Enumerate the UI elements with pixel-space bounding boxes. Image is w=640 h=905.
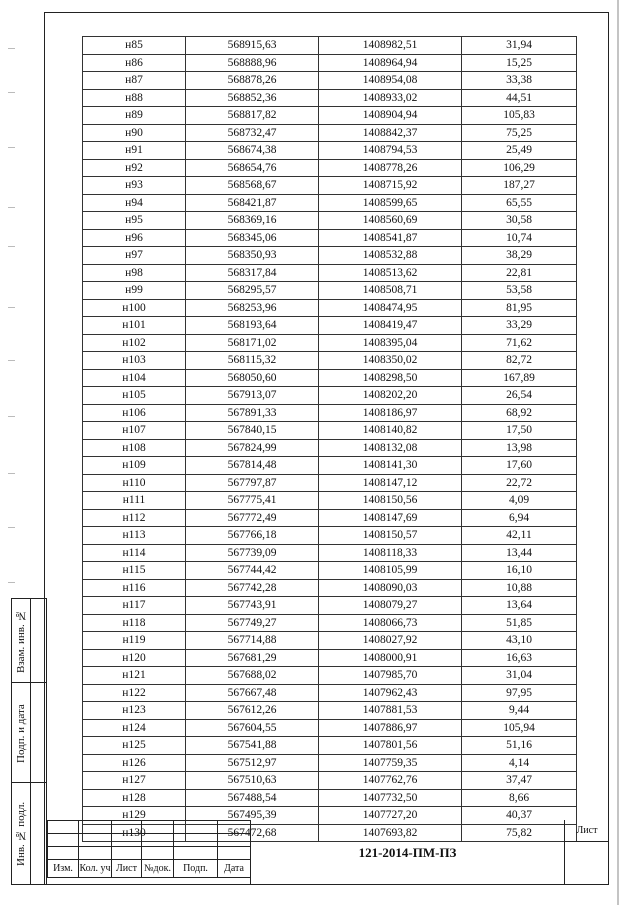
table-row [83,212,577,230]
x-coordinate-cell: 568674,38 [186,142,319,160]
table-row [83,194,577,212]
x-coordinate-cell: 567891,33 [186,404,319,422]
length-cell: 33,38 [462,72,577,90]
table-row [83,544,577,562]
x-coordinate-cell: 568345,06 [186,229,319,247]
sheet-box [565,820,609,885]
x-coordinate-cell: 567772,49 [186,509,319,527]
x-coordinate-cell: 568253,96 [186,299,319,317]
point-id-cell: н85 [83,37,186,55]
stamp-signature-label: Подп. [174,860,218,878]
table-row [83,719,577,737]
length-cell: 37,47 [462,772,577,790]
y-coordinate-cell: 1408027,92 [319,632,462,650]
y-coordinate-cell: 1407693,82 [319,824,462,842]
y-coordinate-cell: 1408147,69 [319,509,462,527]
point-id-cell: н98 [83,264,186,282]
document-code: 121-2014-ПМ-ПЗ [250,820,565,885]
title-stamp [47,820,609,885]
length-cell: 40,37 [462,807,577,825]
point-id-cell: н124 [83,719,186,737]
original-inventory-label: Инв. № подл. [15,801,27,867]
x-coordinate-cell: 568568,67 [186,177,319,195]
table-row [83,54,577,72]
table-row [83,492,577,510]
point-id-cell: н128 [83,789,186,807]
length-cell: 15,25 [462,54,577,72]
table-row [83,649,577,667]
point-id-cell: н112 [83,509,186,527]
y-coordinate-cell: 1408474,95 [319,299,462,317]
y-coordinate-cell: 1408147,12 [319,474,462,492]
x-coordinate-cell: 567744,42 [186,562,319,580]
point-id-cell: н111 [83,492,186,510]
x-coordinate-cell: 567495,39 [186,807,319,825]
x-coordinate-cell: 567797,87 [186,474,319,492]
y-coordinate-cell: 1408132,08 [319,439,462,457]
table-row [83,334,577,352]
table-row [83,229,577,247]
point-id-cell: н101 [83,317,186,335]
x-coordinate-cell: 567742,28 [186,579,319,597]
x-coordinate-cell: 567714,88 [186,632,319,650]
point-id-cell: н97 [83,247,186,265]
length-cell: 31,04 [462,667,577,685]
revision-grid [47,820,251,878]
length-cell: 106,29 [462,159,577,177]
length-cell: 187,27 [462,177,577,195]
length-cell: 31,94 [462,37,577,55]
table-row [83,579,577,597]
y-coordinate-cell: 1408954,08 [319,72,462,90]
stamp-count-label: Кол. уч [79,860,112,878]
point-id-cell: н120 [83,649,186,667]
x-coordinate-cell: 568193,64 [186,317,319,335]
point-id-cell: н94 [83,194,186,212]
table-row [83,369,577,387]
x-coordinate-cell: 567512,97 [186,754,319,772]
x-coordinate-cell: 568915,63 [186,37,319,55]
point-id-cell: н107 [83,422,186,440]
length-cell: 167,89 [462,369,577,387]
x-coordinate-cell: 568295,57 [186,282,319,300]
table-row [83,754,577,772]
coordinates-table-body [83,37,577,842]
point-id-cell: н86 [83,54,186,72]
length-cell: 75,82 [462,824,577,842]
table-row [83,107,577,125]
length-cell: 26,54 [462,387,577,405]
x-coordinate-cell: 568878,26 [186,72,319,90]
table-row [83,614,577,632]
y-coordinate-cell: 1408508,71 [319,282,462,300]
y-coordinate-cell: 1408350,02 [319,352,462,370]
table-row [83,597,577,615]
replacement-inventory-label: Взам. инв. № [15,609,27,673]
table-row [83,317,577,335]
table-row [83,299,577,317]
length-cell: 4,09 [462,492,577,510]
x-coordinate-cell: 567604,55 [186,719,319,737]
y-coordinate-cell: 1407962,43 [319,684,462,702]
point-id-cell: н122 [83,684,186,702]
point-id-cell: н99 [83,282,186,300]
table-row [83,159,577,177]
point-id-cell: н93 [83,177,186,195]
point-id-cell: н113 [83,527,186,545]
x-coordinate-cell: 567739,09 [186,544,319,562]
table-row [83,474,577,492]
length-cell: 68,92 [462,404,577,422]
y-coordinate-cell: 1408933,02 [319,89,462,107]
length-cell: 30,58 [462,212,577,230]
point-id-cell: н90 [83,124,186,142]
y-coordinate-cell: 1407886,97 [319,719,462,737]
y-coordinate-cell: 1408778,26 [319,159,462,177]
length-cell: 33,29 [462,317,577,335]
point-id-cell: н103 [83,352,186,370]
x-coordinate-cell: 567824,99 [186,439,319,457]
table-row [83,457,577,475]
point-id-cell: н130 [83,824,186,842]
y-coordinate-cell: 1408140,82 [319,422,462,440]
table-row [83,177,577,195]
length-cell: 13,98 [462,439,577,457]
coordinates-table [82,36,577,842]
length-cell: 16,63 [462,649,577,667]
table-row [83,772,577,790]
length-cell: 10,74 [462,229,577,247]
point-id-cell: н95 [83,212,186,230]
length-cell: 13,64 [462,597,577,615]
y-coordinate-cell: 1408560,69 [319,212,462,230]
table-row [83,737,577,755]
table-row [83,439,577,457]
length-cell: 44,51 [462,89,577,107]
y-coordinate-cell: 1408715,92 [319,177,462,195]
x-coordinate-cell: 567541,88 [186,737,319,755]
length-cell: 81,95 [462,299,577,317]
length-cell: 8,66 [462,789,577,807]
table-row [83,89,577,107]
point-id-cell: н105 [83,387,186,405]
table-row [83,527,577,545]
table-row [83,282,577,300]
length-cell: 38,29 [462,247,577,265]
y-coordinate-cell: 1408298,50 [319,369,462,387]
length-cell: 53,58 [462,282,577,300]
length-cell: 51,16 [462,737,577,755]
y-coordinate-cell: 1408904,94 [319,107,462,125]
point-id-cell: н117 [83,597,186,615]
x-coordinate-cell: 567510,63 [186,772,319,790]
stamp-date-label: Дата [218,860,251,878]
length-cell: 22,72 [462,474,577,492]
point-id-cell: н125 [83,737,186,755]
y-coordinate-cell: 1407881,53 [319,702,462,720]
stamp-doc-number-label: №док. [142,860,174,878]
table-row [83,702,577,720]
length-cell: 10,88 [462,579,577,597]
table-row [83,352,577,370]
table-row [83,789,577,807]
x-coordinate-cell: 568654,76 [186,159,319,177]
table-row [83,404,577,422]
point-id-cell: н110 [83,474,186,492]
point-id-cell: н109 [83,457,186,475]
y-coordinate-cell: 1408964,94 [319,54,462,72]
y-coordinate-cell: 1408541,87 [319,229,462,247]
x-coordinate-cell: 568817,82 [186,107,319,125]
sheet-label: Лист [565,820,609,842]
x-coordinate-cell: 567681,29 [186,649,319,667]
point-id-cell: н87 [83,72,186,90]
table-row [83,509,577,527]
point-id-cell: н126 [83,754,186,772]
x-coordinate-cell: 568421,87 [186,194,319,212]
length-cell: 51,85 [462,614,577,632]
x-coordinate-cell: 567612,26 [186,702,319,720]
table-row [83,632,577,650]
y-coordinate-cell: 1408794,53 [319,142,462,160]
y-coordinate-cell: 1408090,03 [319,579,462,597]
point-id-cell: н114 [83,544,186,562]
y-coordinate-cell: 1408599,65 [319,194,462,212]
length-cell: 97,95 [462,684,577,702]
x-coordinate-cell: 568050,60 [186,369,319,387]
point-id-cell: н119 [83,632,186,650]
table-row [83,684,577,702]
x-coordinate-cell: 568888,96 [186,54,319,72]
length-cell: 75,25 [462,124,577,142]
point-id-cell: н108 [83,439,186,457]
y-coordinate-cell: 1408395,04 [319,334,462,352]
y-coordinate-cell: 1408066,73 [319,614,462,632]
length-cell: 13,44 [462,544,577,562]
y-coordinate-cell: 1407727,20 [319,807,462,825]
y-coordinate-cell: 1408150,57 [319,527,462,545]
point-id-cell: н116 [83,579,186,597]
x-coordinate-cell: 567814,48 [186,457,319,475]
table-row [83,72,577,90]
point-id-cell: н104 [83,369,186,387]
y-coordinate-cell: 1408105,99 [319,562,462,580]
x-coordinate-cell: 568369,16 [186,212,319,230]
length-cell: 105,94 [462,719,577,737]
point-id-cell: н106 [83,404,186,422]
table-row [83,387,577,405]
length-cell: 9,44 [462,702,577,720]
side-title-block [11,598,47,885]
point-id-cell: н102 [83,334,186,352]
length-cell: 4,14 [462,754,577,772]
table-row [83,124,577,142]
y-coordinate-cell: 1407762,76 [319,772,462,790]
length-cell: 6,94 [462,509,577,527]
point-id-cell: н121 [83,667,186,685]
table-row [83,37,577,55]
point-id-cell: н100 [83,299,186,317]
length-cell: 65,55 [462,194,577,212]
x-coordinate-cell: 567472,68 [186,824,319,842]
length-cell: 42,11 [462,527,577,545]
y-coordinate-cell: 1408118,33 [319,544,462,562]
x-coordinate-cell: 567488,54 [186,789,319,807]
length-cell: 71,62 [462,334,577,352]
y-coordinate-cell: 1407759,35 [319,754,462,772]
y-coordinate-cell: 1408000,91 [319,649,462,667]
point-id-cell: н115 [83,562,186,580]
length-cell: 22,81 [462,264,577,282]
x-coordinate-cell: 568115,32 [186,352,319,370]
length-cell: 17,50 [462,422,577,440]
point-id-cell: н127 [83,772,186,790]
x-coordinate-cell: 568732,47 [186,124,319,142]
point-id-cell: н123 [83,702,186,720]
x-coordinate-cell: 568317,84 [186,264,319,282]
length-cell: 82,72 [462,352,577,370]
x-coordinate-cell: 567749,27 [186,614,319,632]
x-coordinate-cell: 568171,02 [186,334,319,352]
x-coordinate-cell: 567743,91 [186,597,319,615]
point-id-cell: н129 [83,807,186,825]
x-coordinate-cell: 568350,93 [186,247,319,265]
length-cell: 105,83 [462,107,577,125]
x-coordinate-cell: 567667,48 [186,684,319,702]
point-id-cell: н89 [83,107,186,125]
table-row [83,422,577,440]
y-coordinate-cell: 1408186,97 [319,404,462,422]
y-coordinate-cell: 1408202,20 [319,387,462,405]
y-coordinate-cell: 1408532,88 [319,247,462,265]
y-coordinate-cell: 1407801,56 [319,737,462,755]
x-coordinate-cell: 568852,36 [186,89,319,107]
x-coordinate-cell: 567688,02 [186,667,319,685]
signature-date-label: Подп. и дата [15,704,27,764]
y-coordinate-cell: 1408513,62 [319,264,462,282]
y-coordinate-cell: 1408982,51 [319,37,462,55]
point-id-cell: н92 [83,159,186,177]
x-coordinate-cell: 567840,15 [186,422,319,440]
x-coordinate-cell: 567766,18 [186,527,319,545]
y-coordinate-cell: 1407732,50 [319,789,462,807]
y-coordinate-cell: 1407985,70 [319,667,462,685]
y-coordinate-cell: 1408842,37 [319,124,462,142]
table-row [83,667,577,685]
x-coordinate-cell: 567913,07 [186,387,319,405]
point-id-cell: н91 [83,142,186,160]
length-cell: 16,10 [462,562,577,580]
table-row [83,264,577,282]
table-row [83,142,577,160]
y-coordinate-cell: 1408150,56 [319,492,462,510]
point-id-cell: н118 [83,614,186,632]
point-id-cell: н96 [83,229,186,247]
y-coordinate-cell: 1408419,47 [319,317,462,335]
length-cell: 25,49 [462,142,577,160]
point-id-cell: н88 [83,89,186,107]
y-coordinate-cell: 1408141,30 [319,457,462,475]
length-cell: 43,10 [462,632,577,650]
x-coordinate-cell: 567775,41 [186,492,319,510]
table-row [83,247,577,265]
stamp-change-label: Изм. [48,860,79,878]
y-coordinate-cell: 1408079,27 [319,597,462,615]
stamp-sheet-col-label: Лист [112,860,142,878]
table-row [83,562,577,580]
length-cell: 17,60 [462,457,577,475]
